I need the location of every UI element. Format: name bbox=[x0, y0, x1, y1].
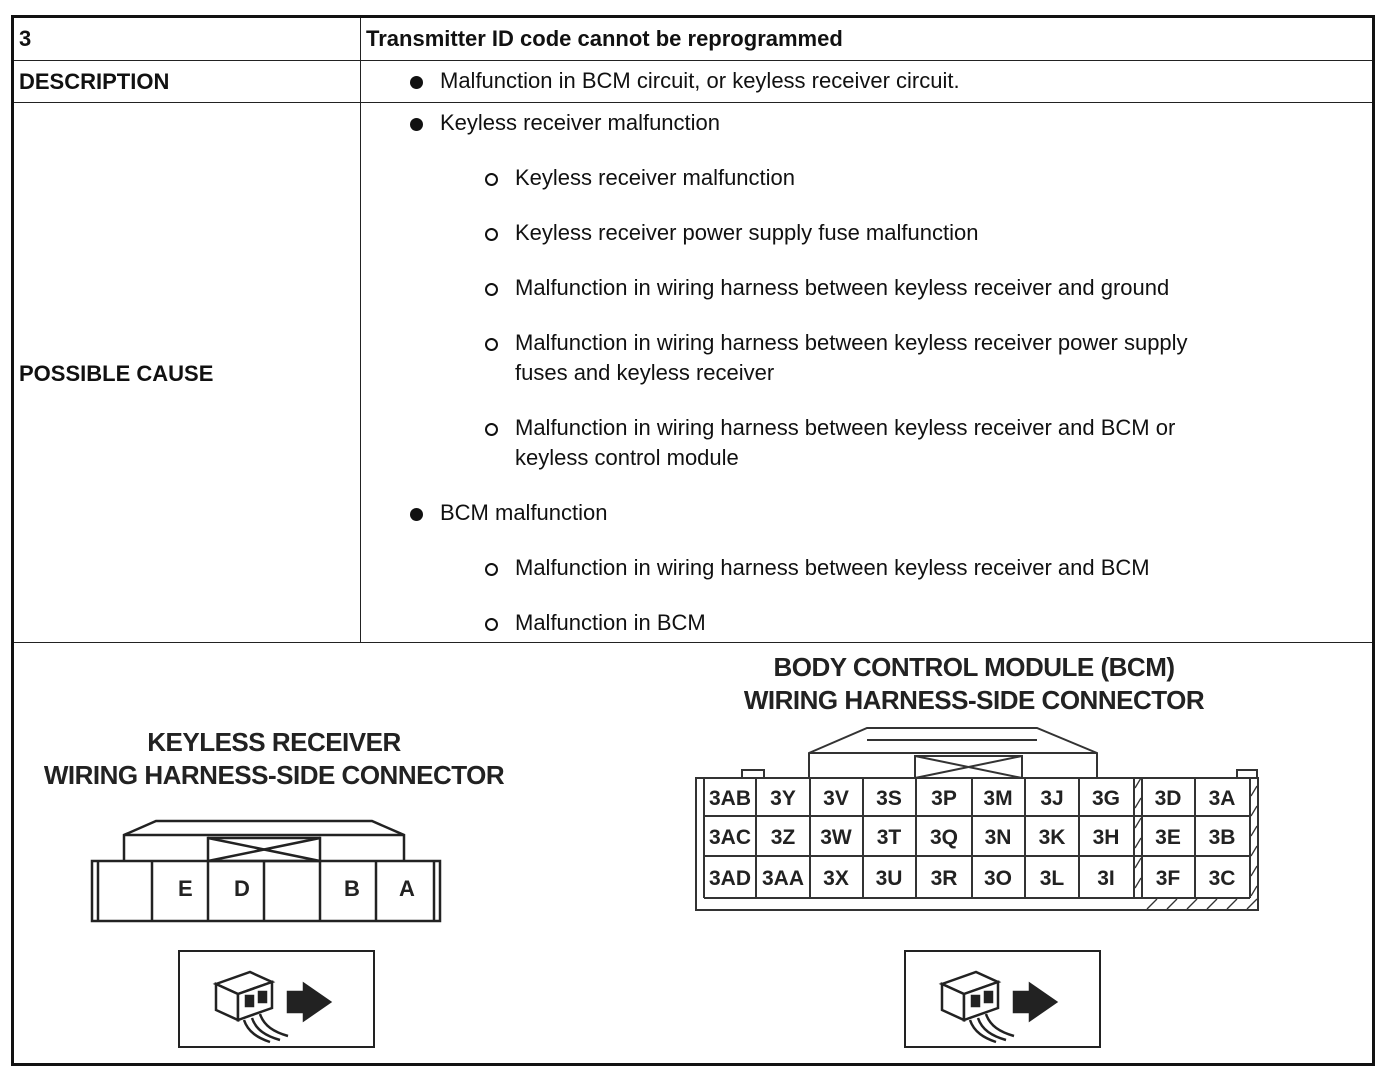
bcm-connector-title bbox=[674, 651, 1274, 717]
cause-item-0-2 bbox=[515, 273, 1169, 303]
keyless-pin-b: B bbox=[344, 876, 360, 901]
header-row bbox=[14, 18, 1372, 61]
keyless-connector-title bbox=[14, 726, 534, 792]
bcm-pin-3ac: 3AC bbox=[708, 826, 752, 849]
bcm-pin-3p: 3P bbox=[931, 787, 957, 810]
bullet-dot-icon bbox=[410, 76, 423, 89]
diagnostic-table bbox=[11, 15, 1375, 1066]
step-number: 3 bbox=[19, 26, 32, 51]
bcm-pin-3x: 3X bbox=[823, 867, 849, 890]
bcm-pin-3g: 3G bbox=[1091, 787, 1121, 810]
description-label: DESCRIPTION bbox=[19, 69, 170, 94]
bcm-pin-3b: 3B bbox=[1208, 826, 1236, 849]
cause-item-1-1 bbox=[515, 608, 706, 638]
bcm-pin-3i: 3I bbox=[1097, 867, 1115, 890]
bullet-ring-icon bbox=[485, 283, 498, 296]
bullet-ring-icon bbox=[485, 173, 498, 186]
cause-group-0: Keyless receiver malfunction bbox=[440, 110, 721, 135]
cause-item-1-0 bbox=[515, 553, 1150, 583]
probe-illustration-bcm bbox=[904, 950, 1101, 1048]
bcm-pin-3q: 3Q bbox=[929, 826, 959, 849]
bcm-pin-3m: 3M bbox=[983, 787, 1013, 810]
keyless-connector-body bbox=[92, 861, 440, 921]
probe-illustration-keyless bbox=[178, 950, 375, 1048]
bcm-pin-3n: 3N bbox=[984, 826, 1012, 849]
bcm-pin-3a: 3A bbox=[1208, 787, 1236, 810]
cause-item-0-1 bbox=[515, 218, 978, 248]
bcm-pin-3y: 3Y bbox=[770, 787, 796, 810]
possible-cause-row bbox=[14, 103, 1372, 643]
bcm-pin-3z: 3Z bbox=[770, 826, 796, 849]
keyless-connector-diagram bbox=[84, 813, 449, 928]
bullet-ring-icon bbox=[485, 228, 498, 241]
bullet-ring-icon bbox=[485, 423, 498, 436]
keyless-connector-hood bbox=[124, 821, 404, 861]
cause-item-line: Malfunction in wiring harness between keyless receiver power supply bbox=[515, 330, 1188, 355]
bcm-title-line2: WIRING HARNESS-SIDE CONNECTOR bbox=[743, 685, 1205, 715]
bcm-pin-3t: 3T bbox=[876, 826, 902, 849]
bcm-pin-3r: 3R bbox=[930, 867, 958, 890]
cause-item-line: Malfunction in wiring harness between keyless receiver and ground bbox=[515, 275, 1170, 300]
bcm-title-line1: BODY CONTROL MODULE (BCM) bbox=[773, 652, 1175, 682]
keyless-pin-a: A bbox=[399, 876, 415, 901]
bcm-pin-3j: 3J bbox=[1040, 787, 1064, 810]
bcm-pin-3k: 3K bbox=[1038, 826, 1066, 849]
bcm-pin-3e: 3E bbox=[1155, 826, 1181, 849]
bcm-pin-3c: 3C bbox=[1208, 867, 1236, 890]
bcm-pin-3v: 3V bbox=[823, 787, 849, 810]
keyless-title-line1: KEYLESS RECEIVER bbox=[147, 727, 401, 757]
cause-item-line: Keyless receiver power supply fuse malfunction bbox=[515, 220, 979, 245]
column-divider bbox=[360, 18, 361, 643]
bcm-pin-3l: 3L bbox=[1039, 867, 1065, 890]
probe-connector-icon bbox=[906, 952, 1098, 1045]
bcm-pin-3o: 3O bbox=[983, 867, 1013, 890]
bcm-pin-3u: 3U bbox=[875, 867, 903, 890]
page-title: Transmitter ID code cannot be reprogrammed bbox=[366, 26, 843, 51]
cause-item-0-3 bbox=[515, 328, 1188, 388]
cause-item-0-4 bbox=[515, 413, 1175, 473]
bcm-pin-3aa: 3AA bbox=[761, 867, 805, 890]
keyless-pin-d: D bbox=[234, 876, 250, 901]
bullet-ring-icon bbox=[485, 563, 498, 576]
bullet-ring-icon bbox=[485, 618, 498, 631]
bcm-pin-3d: 3D bbox=[1154, 787, 1182, 810]
probe-connector-icon bbox=[180, 952, 372, 1045]
keyless-title-line2: WIRING HARNESS-SIDE CONNECTOR bbox=[43, 760, 505, 790]
cause-group-1: BCM malfunction bbox=[440, 500, 608, 525]
cause-item-line: Malfunction in BCM bbox=[515, 610, 706, 635]
cause-item-line: Malfunction in wiring harness between keyless receiver and BCM bbox=[515, 555, 1150, 580]
bcm-pin-3w: 3W bbox=[820, 826, 852, 849]
cause-item-line: Malfunction in wiring harness between keyless receiver and BCM or bbox=[515, 415, 1176, 440]
possible-cause-label: POSSIBLE CAUSE bbox=[19, 361, 214, 386]
description-text: Malfunction in BCM circuit, or keyless receiver circuit. bbox=[440, 68, 960, 93]
bcm-pin-3ad: 3AD bbox=[708, 867, 752, 890]
bcm-pin-3f: 3F bbox=[1155, 867, 1181, 890]
bcm-pin-3h: 3H bbox=[1092, 826, 1120, 849]
cause-item-0-0 bbox=[515, 163, 795, 193]
bullet-ring-icon bbox=[485, 338, 498, 351]
bullet-dot-icon bbox=[410, 118, 423, 131]
bullet-dot-icon bbox=[410, 508, 423, 521]
bcm-pin-3s: 3S bbox=[876, 787, 902, 810]
keyless-pin-e: E bbox=[178, 876, 193, 901]
description-row bbox=[14, 61, 1372, 103]
cause-item-line: keyless control module bbox=[515, 445, 739, 470]
cause-item-line: Keyless receiver malfunction bbox=[515, 165, 796, 190]
bcm-connector-diagram bbox=[692, 718, 1262, 918]
bcm-pin-3ab: 3AB bbox=[708, 787, 752, 810]
cause-item-line: fuses and keyless receiver bbox=[515, 360, 775, 385]
